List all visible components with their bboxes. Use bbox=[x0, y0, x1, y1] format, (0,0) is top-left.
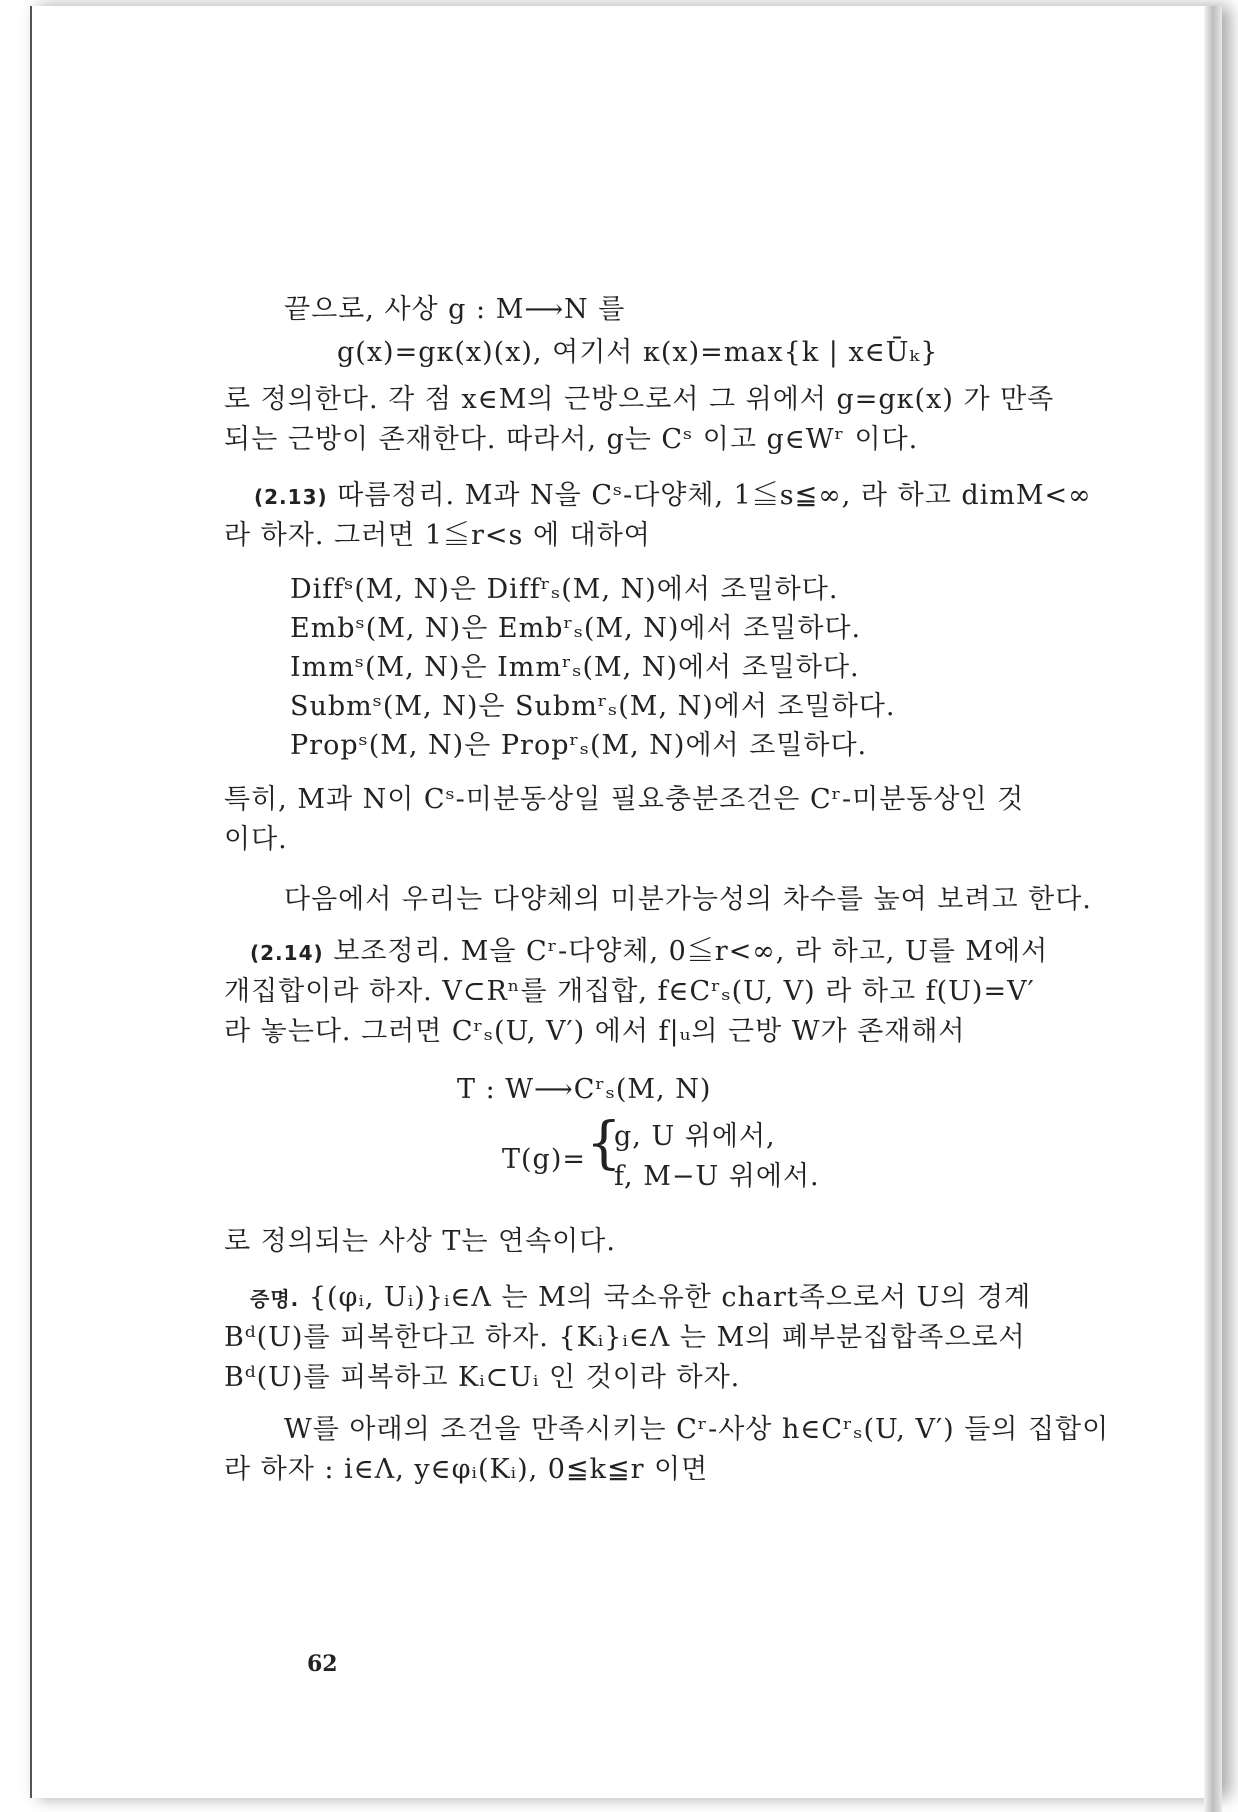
case-f: f, M−U 위에서. bbox=[614, 1161, 820, 1192]
case-brace: { bbox=[586, 1111, 622, 1176]
page-number: 62 bbox=[307, 1651, 338, 1677]
text-line-22: 로 정의되는 사상 T는 연속이다. bbox=[224, 1226, 616, 1257]
text-line-1: 끝으로, 사상 g : M⟶N 를 bbox=[284, 294, 626, 325]
diff-statement: Diffˢ(M, N)은 Diffʳₛ(M, N)에서 조밀하다. bbox=[290, 574, 839, 605]
lemma-text: 보조정리. M을 Cʳ-다양체, 0≦r<∞, 라 하고, U를 M에서 bbox=[333, 936, 1049, 967]
text-line-24: Bᵈ(U)를 피복한다고 하자. {Kᵢ}ᵢ∈Λ 는 M의 폐부분집합족으로서 bbox=[224, 1322, 1026, 1353]
formula-t-of-g: T(g)= bbox=[502, 1144, 586, 1175]
lemma-number: (2.14) bbox=[250, 941, 324, 965]
corollary-2-13-heading bbox=[254, 482, 1092, 509]
subm-statement: Submˢ(M, N)은 Submʳₛ(M, N)에서 조밀하다. bbox=[290, 691, 896, 722]
text-line-4: 되는 근방이 존재한다. 따라서, g는 Cˢ 이고 g∈Wʳ 이다. bbox=[224, 424, 919, 455]
prop-statement: Propˢ(M, N)은 Propʳₛ(M, N)에서 조밀하다. bbox=[290, 730, 868, 761]
lemma-2-14-heading bbox=[250, 938, 1048, 965]
text-line-17: 라 놓는다. 그러면 Cʳₛ(U, V′) 에서 f|ᵤ의 근방 W가 존재해서 bbox=[224, 1016, 966, 1047]
text-line-26: W를 아래의 조건을 만족시키는 Cʳ-사상 h∈Cʳₛ(U, V′) 들의 집합이 bbox=[284, 1414, 1110, 1445]
proof-text: {(φᵢ, Uᵢ)}ᵢ∈Λ 는 M의 국소유한 chart족으로서 U의 경계 bbox=[308, 1282, 1032, 1313]
corollary-number: (2.13) bbox=[254, 485, 328, 509]
formula-t-map: T : W⟶Cʳₛ(M, N) bbox=[457, 1074, 712, 1105]
text-line-16: 개집합이라 하자. V⊂Rⁿ를 개집합, f∈Cʳₛ(U, V) 라 하고 f(U)=V′ bbox=[224, 976, 1035, 1007]
emb-statement: Embˢ(M, N)은 Embʳₛ(M, N)에서 조밀하다. bbox=[290, 613, 862, 644]
page-edge bbox=[1204, 6, 1222, 1812]
text-line-13: 이다. bbox=[224, 824, 288, 855]
imm-statement: Immˢ(M, N)은 Immʳₛ(M, N)에서 조밀하다. bbox=[290, 652, 860, 683]
text-line-14: 다음에서 우리는 다양체의 미분가능성의 차수를 높여 보려고 한다. bbox=[284, 884, 1092, 915]
formula-g-definition: g(x)=gκ(x)(x), 여기서 κ(x)=max{k | x∈Ūₖ} bbox=[337, 337, 939, 368]
text-line-12: 특히, M과 N이 Cˢ-미분동상일 필요충분조건은 Cʳ-미분동상인 것 bbox=[224, 784, 1025, 815]
text-line-6: 라 하자. 그러면 1≦r<s 에 대하여 bbox=[224, 520, 651, 551]
proof-heading bbox=[250, 1284, 1031, 1311]
book-page bbox=[30, 6, 1222, 1798]
text-line-25: Bᵈ(U)를 피복하고 Kᵢ⊂Uᵢ 인 것이라 하자. bbox=[224, 1362, 741, 1393]
case-g: g, U 위에서, bbox=[614, 1121, 776, 1152]
text-line-3: 로 정의한다. 각 점 x∈M의 근방으로서 그 위에서 g=gκ(x) 가 만족 bbox=[224, 384, 1055, 415]
corollary-text: 따름정리. M과 N을 Cˢ-다양체, 1≦s≦∞, 라 하고 dimM<∞ bbox=[337, 480, 1092, 511]
proof-label: 증명. bbox=[250, 1287, 300, 1311]
text-line-27: 라 하자 : i∈Λ, y∈φᵢ(Kᵢ), 0≦k≦r 이면 bbox=[224, 1454, 709, 1485]
